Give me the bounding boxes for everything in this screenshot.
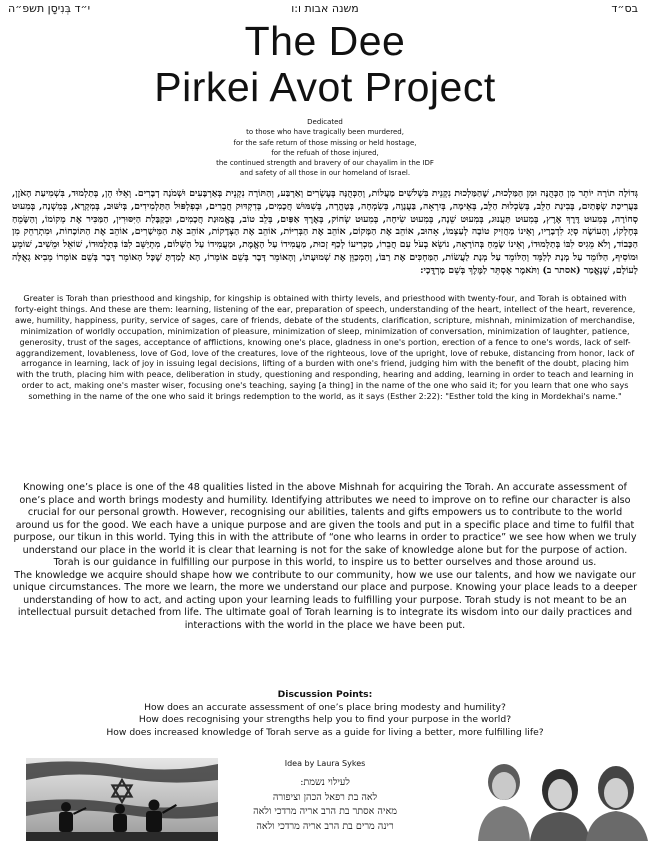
discussion-point: How does increased knowledge of Torah serve as a guide for living a better, more fulfilling life? bbox=[106, 726, 544, 738]
dedication-line: Dedicated bbox=[307, 118, 343, 126]
memorial-line: מאיה אסתר בת הרב אריה מרדכי ולאה bbox=[253, 806, 397, 817]
dedication-line: for the refuah of those injured, bbox=[271, 148, 379, 157]
dedication-line: and safety of all those in our homeland of Israel. bbox=[239, 169, 411, 178]
mishna-reference: משנה אבות ו:ו bbox=[291, 2, 359, 15]
discussion-heading: Discussion Points: bbox=[277, 689, 373, 700]
discussion-point: How does an accurate assessment of one’s place bring modesty and humility? bbox=[144, 701, 506, 713]
memorial-line: לאה בת רפאל הכהן וציפורה bbox=[272, 791, 378, 803]
dedication-line: for the safe return of those missing or held hostage, bbox=[233, 138, 417, 147]
commentary-paragraph: Knowing one’s place is one of the 48 qualities listed in the above Mishnah for acquiring the Torah. An accurate assessment of one’s place and worth brings modesty and humility. Identifying attributes we need to improve on to refine our character is also crucial for our personal growth. However, recognising our abilities, talents and gifts empowers us to contribute to the world around us for the good. We each have a unique purpose and are given the tools and put in a specific place and time to fulfil that purpose, our tikun in this world. Tying this in with the attribute of “one who learns in order to practice” we see how when we truly understand our place in the world it is clear that learning is not for the sake of knowledge alone but for the purpose of action. Torah is our guidance in fulfilling our purpose in this world, to inspire us to better ourselves and those around us. bbox=[13, 482, 637, 568]
bsd-header: בס״ד bbox=[611, 2, 638, 15]
mishnah-english-translation: Greater is Torah than priesthood and kingship, for kingship is obtained with thirty levels, and priesthood with twenty-four, and Torah is obtained with forty-eight things. And these are them: learning, listening of the ear, preparation of speech, understanding of the heart, intellect of the heart, reverence, awe, humility, happiness, purity, service of sages, care of friends, debate of the students, clarification, scripture, mishnah, minimization of merchandise, minimization of worldly occupation, minimization of pleasure, minimization of sleep, minimization of conversation, minimization of laughter, patience, generosity, trust of the sages, acceptance of afflictions, knowing one's place, gladness in one's portion, erection of a fence to one's words, lack of self-aggrandizement, lovableness, love of God, love of the creatures, love of the righteous, love of the upright, love of rebuke, distancing from honor, lack of arrogance in learning, lack of joy in issuing legal decisions, lifting of a burden with one's friend, judging him with the benefit of the doubt, placing him with the truth, placing him with peace, deliberation in study, questioning and responding, hearing and adding, learning in order to teach and learning in order to act, making one's master wiser, focusing one's teaching, saying [a thing] in the name of the one who said it; for you learn that one who says something in the name of the one who said it brings redemption to the world, as it says (Esther 2:22): "Esther told the king in Mordekhai's name." bbox=[14, 293, 636, 402]
hebrew-date: י״ד בְּנִיסָן תשפ״ה bbox=[8, 2, 91, 15]
discussion-point: How does recognising your strengths help you to find your purpose in the world? bbox=[138, 714, 512, 725]
commentary bbox=[12, 482, 638, 632]
three-women-portrait-image bbox=[470, 752, 650, 841]
dedication-line: to those who have tragically been murdered, bbox=[246, 128, 404, 137]
flag-with-soldiers-image bbox=[26, 758, 218, 841]
dedication-line: the continued strength and bravery of our chayalim in the IDF bbox=[216, 159, 434, 168]
discussion-points bbox=[20, 689, 630, 739]
memorial-line: לעילוי נשמת: bbox=[300, 777, 350, 788]
dedication bbox=[0, 117, 650, 179]
idea-credit: Idea by Laura Sykes bbox=[284, 759, 366, 768]
title-line-1: The Dee bbox=[244, 18, 406, 64]
title-line-2: Pirkei Avot Project bbox=[154, 64, 496, 110]
mishnah-hebrew-text: גְּדוֹלָה תוֹרָה יוֹתֵר מִן הַכְּהֻנָּה וּמִן הַמַּלְכוּת, שֶׁהַמַּלְכוּת נִקְנֵית בִּשְׁלשִׁים מַעֲלוֹת, וְהַכְּהֻנָּה בְּעֶשְׂרִים וְאַרְבַּע, וְהַתּוֹרָה נִקְנֵית בְּאַרְבָּעִים וּשְׁמֹנָה דְבָרִים. וְאֵלּוּ הֵן, בְּתַלְמוּד, בִּשְׁמִיעַת הָאֹזֶן, בַּעֲרִיכַת שְׂפָתַיִם, בְּבִינַת הַלֵּב, בְּשִׂכְלוּת הַלֵּב, בְּאֵימָה, בְּיִרְאָה, בַּעֲנָוָה, בְּשִׂמְחָה, בְּטָהֳרָה, בְּשִׁמּוּשׁ חֲכָמִים, בְּדִקְדּוּק חֲבֵרִים, וּבְפִלְפּוּל הַתַּלְמִידִים, בְּיִשּׁוּב, בְּמִקְרָא, בְּמִשְׁנָה, בְּמִעוּט סְחוֹרָה, בְּמִעוּט דֶּרֶךְ אֶרֶץ, בְּמִעוּט תַּעֲנוּג, בְּמִעוּט שֵׁנָה, בְּמִעוּט שִׂיחָה, בְּמִעוּט שְׂחוֹק, בְּאֶרֶךְ אַפַּיִם, בְּלֵב טוֹב, בֶּאֱמוּנַת חֲכָמִים, וּבְקַבָּלַת הַיִּסּוּרִין, הַמַּכִּיר אֶת מְקוֹמוֹ, וְהַשָּׂמֵחַ בְּחֶלְקוֹ, וְהָעוֹשֶׂה סְיָג לִדְבָרָיו, וְאֵינוֹ מַחֲזִיק טוֹבָה לְעַצְמוֹ, אָהוּב, אוֹהֵב אֶת הַמָּקוֹם, אוֹהֵב אֶת הַבְּרִיּוֹת, אוֹהֵב אֶת הַצְּדָקוֹת, אוֹהֵב אֶת הַמֵּישָׁרִים, אוֹהֵב אֶת הַתּוֹכָחוֹת, וּמִתְרַחֵק מִן הַכָּבוֹד, וְלֹא מֵגִיס לִבּוֹ בְּתַלְמוּדוֹ, וְאֵינוֹ שָׂמֵחַ בְּהוֹרָאָה, נוֹשֵׂא בְעֹל עִם חֲבֵרוֹ, מַכְרִיעוֹ לְכַף זְכוּת, מַעֲמִידוֹ עַל הָאֱמֶת, וּמַעֲמִידוֹ עַל הַשָּׁלוֹם, מִתְיַשֵּׁב לִבּוֹ בְּתַלְמוּדוֹ, שׁוֹאֵל וּמֵשִׁיב, שׁוֹמֵעַ וּמוֹסִיף, הַלּוֹמֵד עַל מְנָת לְלַמֵּד וְהַלּוֹמֵד עַל מְנָת לַעֲשׂוֹת, הַמַּחְכִּים אֶת רַבּוֹ, וְהַמְכַוֵּן אֶת שְׁמוּעָתוֹ, וְהָאוֹמֵר דָּבָר בְּשֵׁם אוֹמְרוֹ, הָא לָמַדְתָּ שֶׁכָּל הָאוֹמֵר דָּבָר בְּשֵׁם אוֹמְרוֹ מֵבִיא גְאֻלָּה לָעוֹלָם, שֶׁנֶּאֱמַר (אסתר ב) וַתֹּאמֶר אֶסְתֵּר לַמֶּלֶךְ בְּשֵׁם מָרְדֳּכָי: bbox=[12, 188, 638, 276]
commentary-paragraph: The knowledge we acquire should shape how we contribute to our community, how we use our talents, and how we navigate our unique circumstances. The more we learn, the more we understand our place and purpose. Knowing your place leads to a deeper understanding of how to act, and acting upon your learning leads to fulfilling your purpose. Torah study is not meant to be an intellectual pursuit detached from life. The ultimate goal of Torah learning is to integrate its wisdom into our daily practices and interactions with the world in the place we have been put. bbox=[12, 569, 638, 631]
memorial-line: רינה מרים בת הרב אריה מרדכי ולאה bbox=[256, 820, 394, 832]
